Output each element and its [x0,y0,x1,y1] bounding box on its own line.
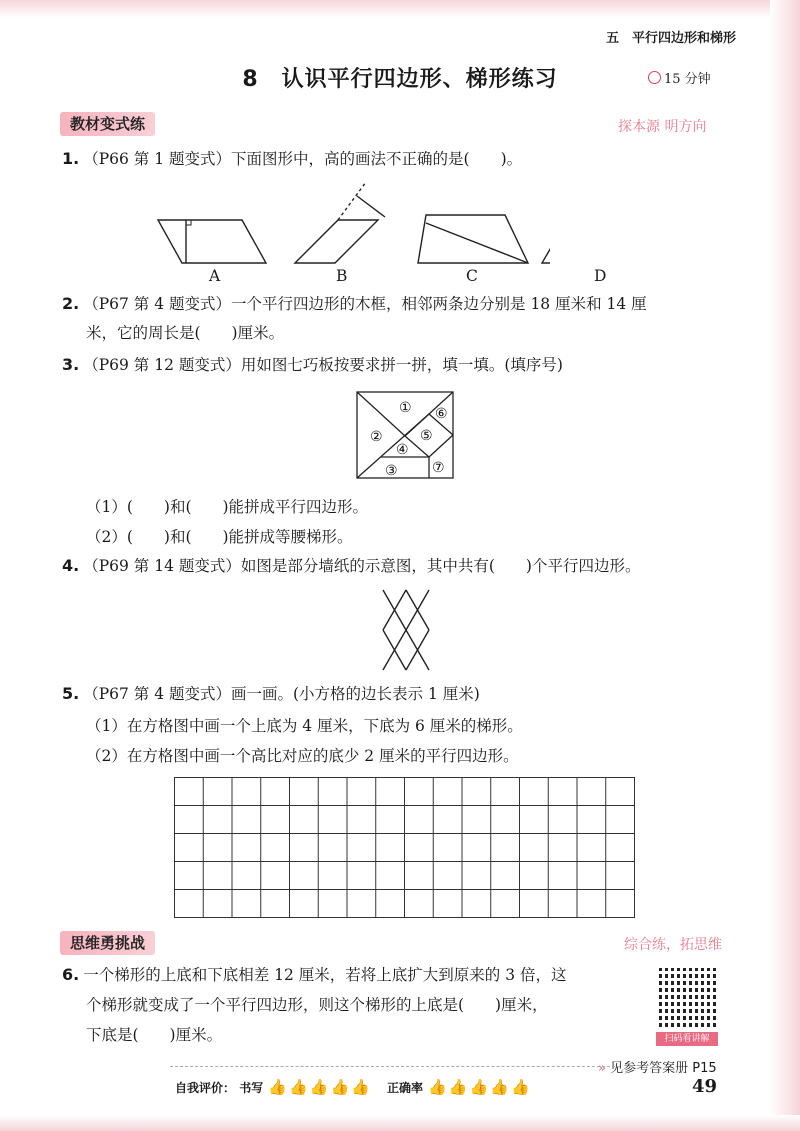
figure-b-height [357,196,385,217]
page-edge-right [770,0,800,1131]
figure-c-height [426,223,528,263]
thumb-up-icon[interactable]: 👍 [330,1078,350,1096]
accuracy-label: 正确率 [387,1081,424,1095]
question-text-line1: （P67 第 4 题变式）一个平行四边形的木框，相邻两条边分别是 18 厘米和 14 厘 [83,295,647,313]
question-text-line1: 一个梯形的上底和下底相差 12 厘米，若将上底扩大到原来的 3 倍，这 [83,966,567,984]
question-number: 2. [62,294,80,313]
thumb-up-icon[interactable]: 👍 [428,1078,447,1096]
time-text: 15 分钟 [664,72,711,87]
piece-4: ④ [396,442,409,458]
page-title: 8 认识平行四边形、梯形练习 [242,67,558,92]
thumb-up-icon[interactable]: 👍 [469,1078,489,1096]
question-6-line2: 个梯形就变成了一个平行四边形，则这个梯形的上底是( )厘米， [86,996,548,1014]
question-number: 1. [62,149,80,168]
accuracy-thumbs[interactable] [427,1078,530,1096]
piece-7: ⑦ [432,460,445,476]
question-number: 6. [62,965,80,984]
question-3 [62,354,563,376]
thumb-up-icon[interactable]: 👍 [309,1078,329,1096]
section-badge-textbook: 教材变式练 [60,112,155,136]
thumb-up-icon[interactable]: 👍 [510,1078,530,1096]
question-5-sub1: （1）在方格图中画一个上底为 4 厘米，下底为 6 厘米的梯形。 [86,717,523,735]
section-badge-challenge: 思维勇挑战 [60,931,155,955]
qr-label: 扫码看讲解 [656,1032,718,1046]
piece-1: ① [399,400,412,416]
question-number: 4. [62,556,80,575]
section-slogan-2: 综合练，拓思维 [624,937,722,953]
question-3-sub2: （2）( )和( )能拼成等腰梯形。 [86,528,353,546]
page-number: 49 [692,1076,718,1097]
question-text: （P69 第 14 题变式）如图是部分墙纸的示意图，其中共有( )个平行四边形。 [83,557,641,575]
qr-code[interactable] [656,968,718,1030]
question-text: （P67 第 4 题变式）画一画。(小方格的边长表示 1 厘米) [83,685,480,703]
page-edge-bottom [0,1115,800,1131]
self-eval-label: 自我评价： [175,1081,236,1095]
double-chevron-icon: » [598,1061,606,1076]
thumb-up-icon[interactable]: 👍 [490,1078,509,1096]
thumb-up-icon[interactable]: 👍 [448,1078,468,1096]
piece-3: ③ [385,463,398,479]
time-limit [648,68,711,87]
thumb-up-icon[interactable]: 👍 [351,1078,370,1096]
question-3-sub1: （1）( )和( )能拼成平行四边形。 [86,498,369,516]
question-6-line3: 下底是( )厘米。 [86,1026,223,1044]
question-6 [62,964,567,986]
drawing-grid[interactable] [174,777,635,918]
figure-b-extension [338,182,366,220]
writing-label: 书写 [239,1081,264,1095]
question-2-line2: 米，它的周长是( )厘米。 [86,324,285,342]
question-text: （P66 第 1 题变式）下面图形中，高的画法不正确的是( )。 [83,150,523,168]
section-slogan: 探本源 明方向 [618,119,707,135]
answer-reference-text: 见参考答案册 P15 [610,1061,717,1076]
question-5 [62,683,480,705]
figure-d-trapezoid [542,215,550,263]
clock-icon [648,71,661,84]
piece-5: ⑤ [420,428,433,444]
piece-2: ② [370,429,383,445]
label-b: B [336,267,348,285]
question-5-sub2: （2）在方格图中画一个高比对应的底少 2 厘米的平行四边形。 [86,747,519,765]
figure-b-parallelogram [295,220,378,263]
label-a: A [209,267,221,285]
label-c: C [466,267,478,285]
footer-divider [170,1066,620,1067]
page-edge-top [0,0,800,18]
thumb-up-icon[interactable]: 👍 [268,1078,288,1096]
question-4 [62,555,640,577]
piece-6: ⑥ [435,406,448,422]
chapter-header: 五 平行四边形和梯形 [605,31,736,46]
question-1 [62,148,522,170]
thumb-up-icon[interactable]: 👍 [289,1078,308,1096]
tangram-figure [355,390,455,482]
question-number: 5. [62,684,80,703]
label-d: D [594,267,607,285]
wallpaper-figure [375,588,437,672]
writing-thumbs[interactable] [267,1078,375,1096]
question-number: 3. [62,355,80,374]
question-text: （P69 第 12 题变式）用如图七巧板按要求拼一拼，填一填。(填序号) [83,356,563,374]
figure-a-parallelogram [158,220,266,263]
question-2 [62,293,647,315]
self-evaluation [175,1078,531,1096]
